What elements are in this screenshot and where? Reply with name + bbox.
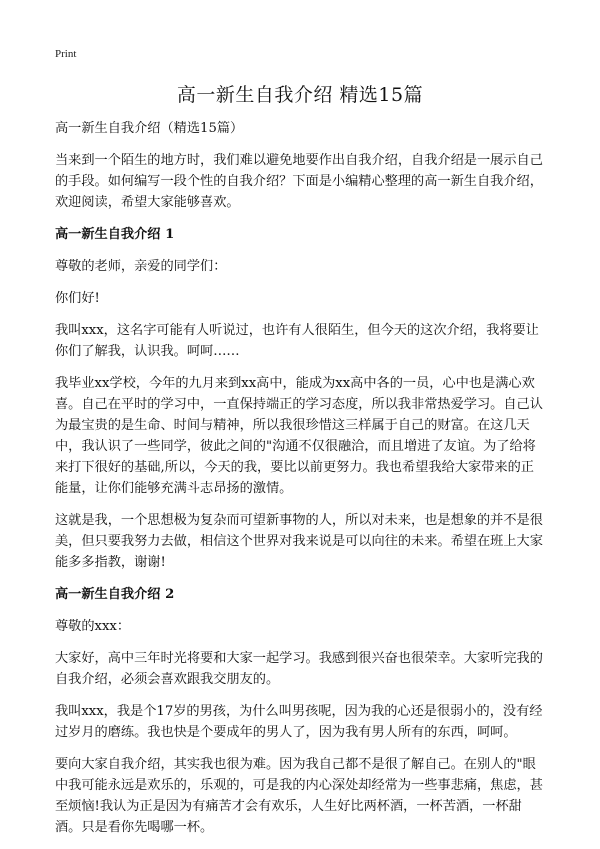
print-label[interactable]: Print	[55, 48, 77, 60]
paragraph: 我叫xxx，我是个17岁的男孩，为什么叫男孩呢，因为我的心还是很弱小的，没有经过岁月的磨练。我也快是个要成年的男人了，因为我有男人所有的东西，呵呵。	[55, 704, 543, 740]
paragraph: 你们好!	[55, 291, 100, 306]
section-1	[55, 224, 547, 573]
section-heading: 高一新生自我介绍 2	[55, 587, 175, 602]
paragraph: 大家好，高中三年时光将要和大家一起学习。我感到很兴奋也很荣幸。大家听完我的自我介绍，必须会喜欢跟我交朋友的。	[55, 651, 543, 687]
document-subtitle: 高一新生自我介绍（精选15篇）	[55, 121, 244, 136]
section-heading: 高一新生自我介绍 1	[55, 227, 175, 242]
section-2	[55, 584, 547, 838]
document-body	[55, 118, 547, 849]
paragraph: 这就是我，一个思想极为复杂而可望新事物的人，所以对未来，也是想象的并不是很美，但只要我努力去做，相信这个世界对我来说是可以向往的未来。希望在班上大家能多多指教，谢谢!	[55, 513, 543, 570]
paragraph: 要向大家自我介绍，其实我也很为难。因为我自己都不是很了解自己。在别人的"眼中我可能永远是欢乐的，乐观的，可是我的内心深处却经常为一些事悲痛，焦虑，甚至烦恼!我认为正是因为有痛苦才会有欢乐，人生好比两杯酒，一杯苦酒，一杯甜酒。只是看你先喝哪一杯。	[55, 757, 543, 835]
page-title: 高一新生自我介绍 精选15篇	[176, 84, 424, 106]
paragraph: 我叫xxx，这名字可能有人听说过，也许有人很陌生，但今天的这次介绍，我将要让你们了解我，认识我。呵呵……	[55, 323, 539, 359]
paragraph: 尊敬的老师，亲爱的同学们：	[55, 259, 227, 274]
paragraph: 我毕业xx学校，今年的九月来到xx高中，能成为xx高中各的一员，心中也是满心欢喜。自己在平时的学习中，一直保持端正的学习态度，所以我非常热爱学习。自己认为最宝贵的是生命、时间与精神，所以我很珍惜这三样属于自己的财富。在这几天中，我认识了一些同学，彼此之间的"沟通不仅很融洽，而且增进了友谊。为了给将来打下很好的基础,所以，今天的我，要比以前更努力。我也希望我给大家带来的正能量，让你们能够充满斗志昂扬的激情。	[55, 376, 543, 496]
intro-paragraph: 当来到一个陌生的地方时，我们难以避免地要作出自我介绍，自我介绍是一展示自己的手段。如何编写一段个性的自我介绍？下面是小编精心整理的高一新生自我介绍，欢迎阅读，希望大家能够喜欢。	[55, 153, 543, 210]
paragraph: 尊敬的xxx：	[55, 619, 131, 634]
